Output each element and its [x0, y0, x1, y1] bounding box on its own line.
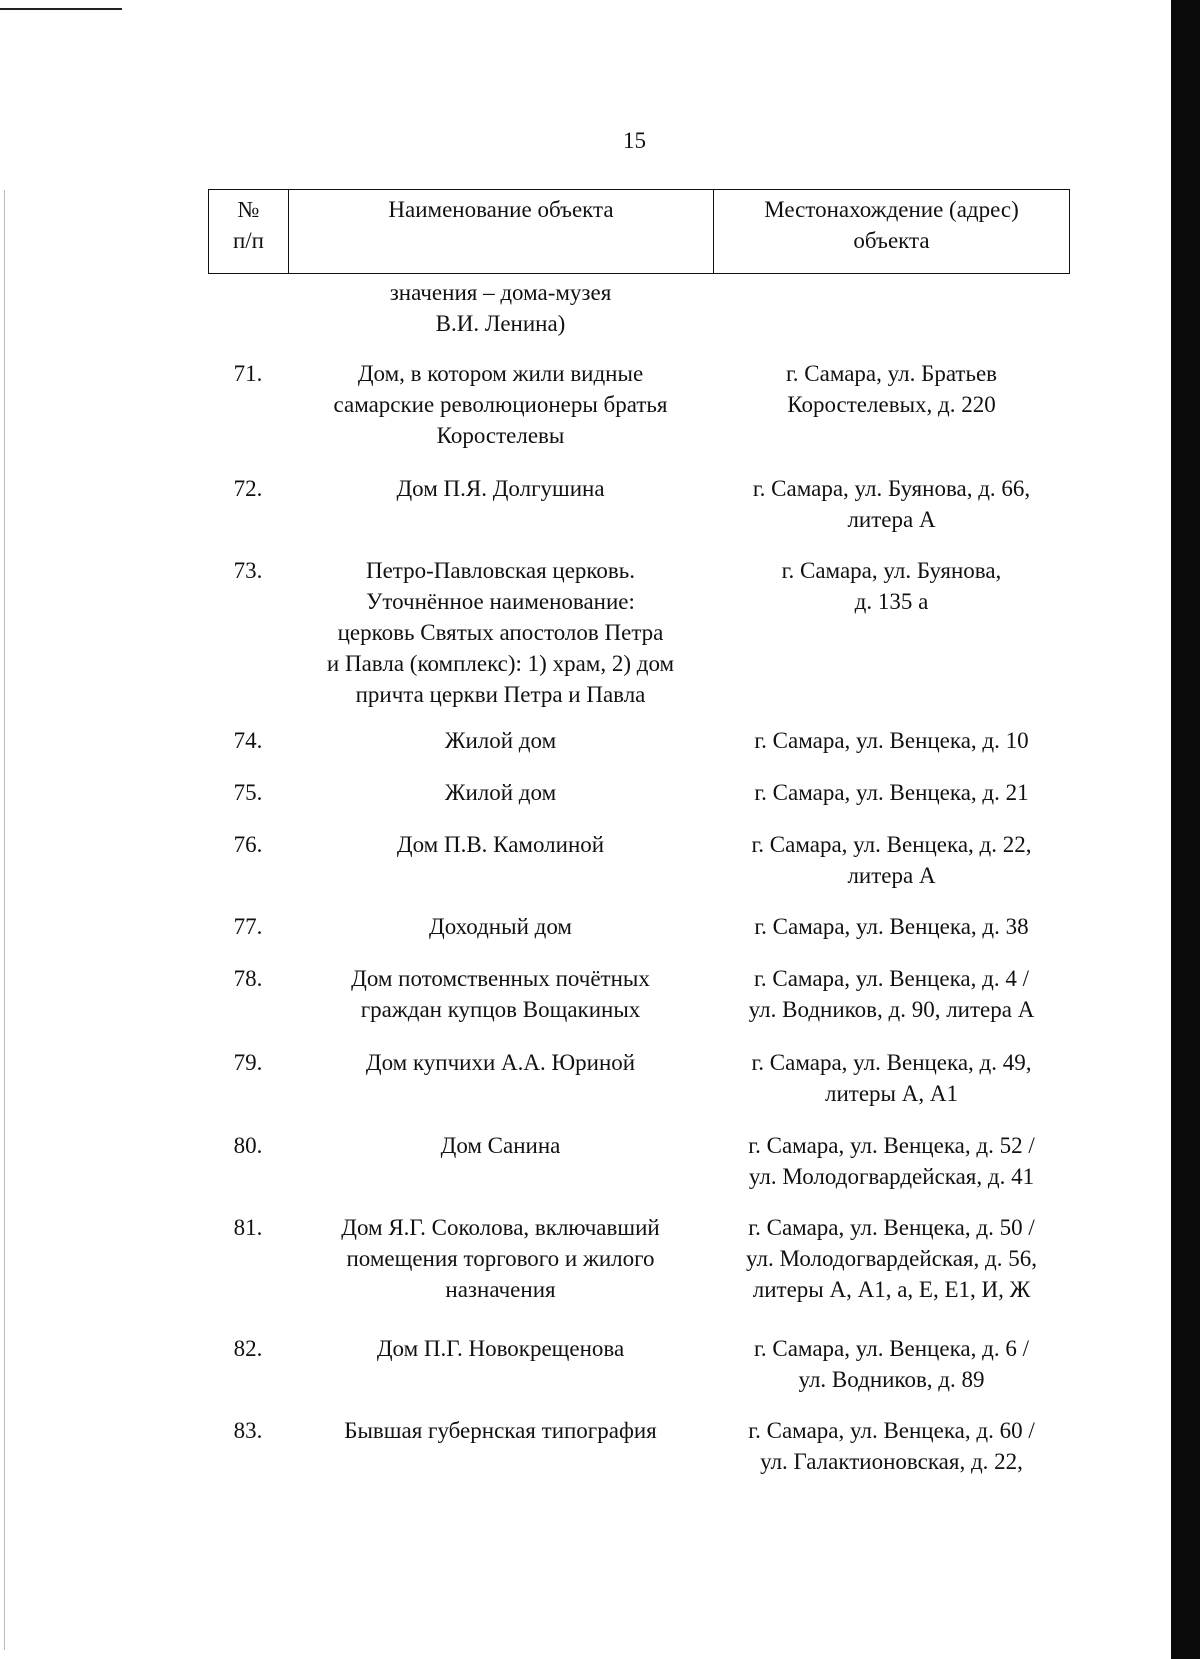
header-col-number-label: № п/п [232, 197, 264, 253]
row-address: г. Самара, ул. Буянова, д. 66, литера А [752, 476, 1031, 532]
row-address: г. Самара, ул. Буянова, д. 135 а [781, 558, 1002, 614]
row-name: Дом Санина [440, 1133, 561, 1158]
row-name: Дом П.Г. Новокрещенова [376, 1336, 625, 1361]
row-number: 75. [233, 780, 263, 805]
row-name: Дом Я.Г. Соколова, включавший помещения торгового и жилого назначения [341, 1215, 660, 1302]
row-name: Дом П.Я. Долгушина [396, 476, 605, 501]
row-address: г. Самара, ул. Венцека, д. 22, литера А [751, 832, 1032, 888]
row-address: г. Самара, ул. Венцека, д. 21 [754, 780, 1029, 805]
row-number: 83. [233, 1418, 263, 1443]
row-number: 71. [233, 361, 263, 386]
scan-edge-line [4, 190, 5, 1650]
row-name: Доходный дом [429, 914, 572, 939]
row-address: г. Самара, ул. Братьев Коростелевых, д. 220 [785, 361, 998, 417]
row-number: 79. [233, 1050, 263, 1075]
row-address: г. Самара, ул. Венцека, д. 10 [754, 728, 1029, 753]
row-name: Дом потомственных почётных граждан купцов Вощакиных [351, 966, 650, 1022]
row-number: 74. [233, 728, 263, 753]
row-address: г. Самара, ул. Венцека, д. 49, литеры А, А1 [751, 1050, 1032, 1106]
row-name: Жилой дом [444, 780, 557, 805]
header-col-number [209, 190, 289, 273]
row-number: 82. [233, 1336, 263, 1361]
row-address: г. Самара, ул. Венцека, д. 38 [754, 914, 1029, 939]
page-number-text: 15 [623, 128, 646, 153]
row-number: 80. [233, 1133, 263, 1158]
header-col-address-label: Местонахождение (адрес) объекта [764, 197, 1019, 253]
row-name: Дом, в котором жили видные самарские революционеры братья Коростелевы [333, 361, 668, 448]
row-name: Дом П.В. Камолиной [396, 832, 605, 857]
row-address: г. Самара, ул. Венцека, д. 52 / ул. Молодогвардейская, д. 41 [748, 1133, 1035, 1189]
row-name: Жилой дом [444, 728, 557, 753]
row-number: 81. [233, 1215, 263, 1240]
row-address: г. Самара, ул. Венцека, д. 60 / ул. Галактионовская, д. 22, [748, 1418, 1035, 1474]
row-number: 72. [233, 476, 263, 501]
row-number: 73. [233, 558, 263, 583]
row-number: 78. [233, 966, 263, 991]
row-number: 77. [233, 914, 263, 939]
row-address: г. Самара, ул. Венцека, д. 50 / ул. Молодогвардейская, д. 56, литеры А, А1, а, Е, Е1, И, Ж [746, 1215, 1037, 1302]
header-col-address [714, 190, 1069, 273]
header-col-name-label: Наименование объекта [388, 197, 614, 222]
row-address: г. Самара, ул. Венцека, д. 4 / ул. Водников, д. 90, литера А [748, 966, 1035, 1022]
row-name: Бывшая губернская типография [344, 1418, 657, 1443]
scan-edge-mark [0, 8, 122, 10]
table-header [208, 189, 1070, 274]
header-col-name [289, 190, 714, 273]
row-name: Петро-Павловская церковь. Уточнённое наименование: церковь Святых апостолов Петра и Павла (комплекс): 1) храм, 2) дом причта церкви Петра и Павла [326, 558, 675, 707]
row-address: г. Самара, ул. Венцека, д. 6 / ул. Водников, д. 89 [754, 1336, 1029, 1392]
row-name: значения – дома-музея В.И. Ленина) [389, 280, 612, 336]
row-name: Дом купчихи А.А. Юриной [365, 1050, 636, 1075]
scan-edge-bar [1171, 0, 1200, 1659]
row-number: 76. [233, 832, 263, 857]
